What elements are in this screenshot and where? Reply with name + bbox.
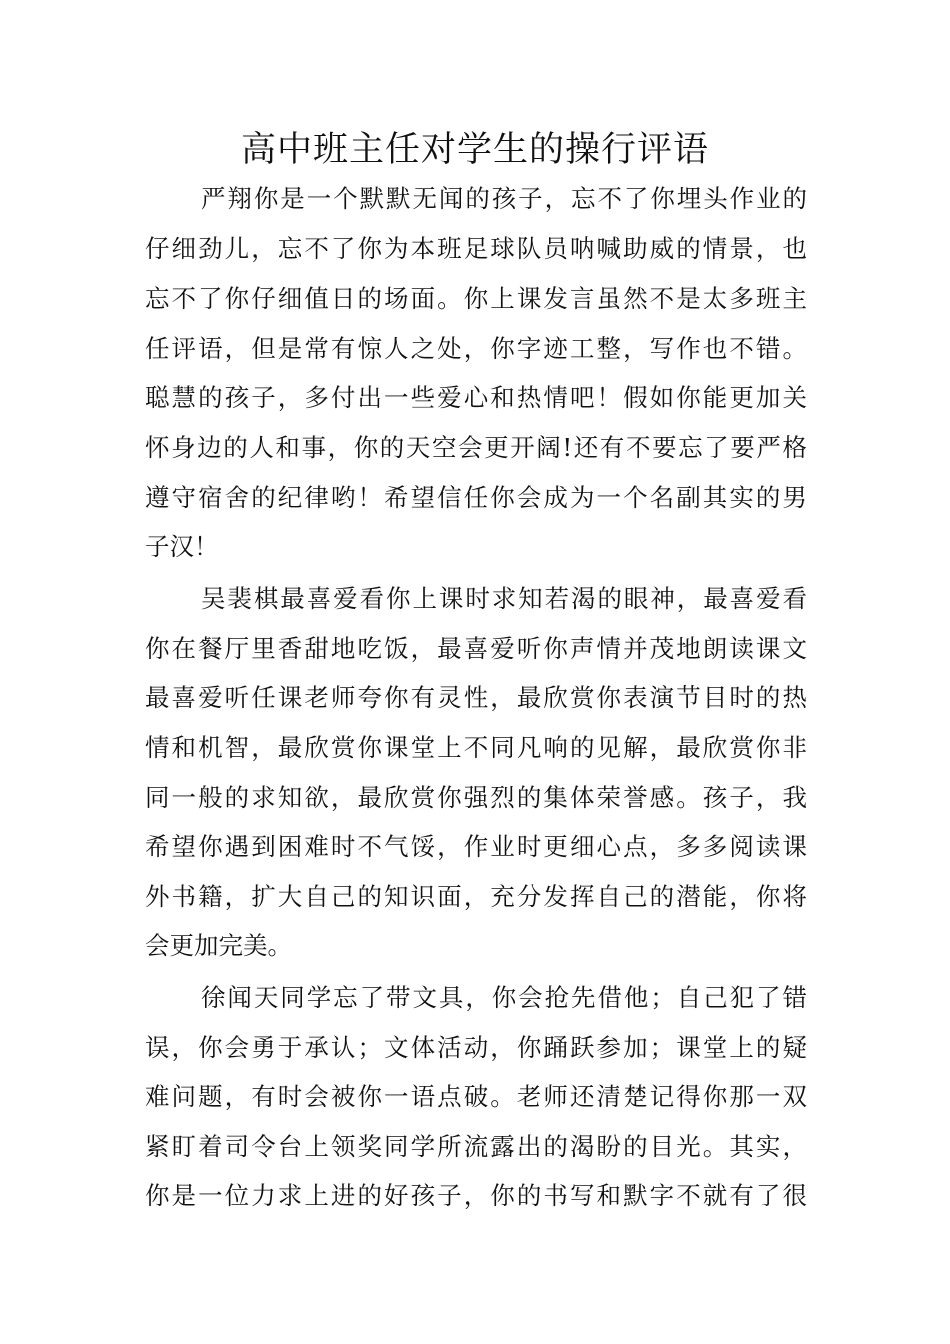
paragraph-3-line-5: 你是一位力求上进的好孩子，你的书写和默字不就有了很 [145, 1181, 807, 1210]
paragraph-3-line-3: 难问题，有时会被你一语点破。老师还清楚记得你那一双 [145, 1082, 807, 1111]
paragraph-2-line-8: 会更加完美。 [145, 931, 292, 960]
paragraph-2-line-1: 吴裴棋最喜爱看你上课时求知若渴的眼神，最喜爱看 [201, 584, 807, 613]
paragraph-2-line-6: 希望你遇到困难时不气馁，作业时更细心点，多多阅读课 [145, 832, 807, 861]
paragraph-2-line-2: 你在餐厅里香甜地吃饭，最喜爱听你声情并茂地朗读课文 [145, 634, 807, 663]
paragraph-1-line-8: 子汉！ [145, 532, 219, 561]
paragraph-1-line-1: 严翔你是一个默默无闻的孩子，忘不了你埋头作业的 [201, 184, 807, 213]
document-title: 高中班主任对学生的操行评语 [240, 130, 709, 170]
paragraph-2-line-3: 最喜爱听任课老师夸你有灵性，最欣赏你表演节目时的热 [145, 683, 807, 712]
paragraph-2-line-7: 外书籍，扩大自己的知识面，充分发挥自己的潜能，你将 [145, 882, 807, 911]
paragraph-1-line-3: 忘不了你仔细值日的场面。你上课发言虽然不是太多班主 [145, 284, 807, 313]
paragraph-3-line-2: 误，你会勇于承认；文体活动，你踊跃参加；课堂上的疑 [145, 1033, 807, 1062]
paragraph-3-line-4: 紧盯着司令台上领奖同学所流露出的渴盼的目光。其实， [145, 1132, 807, 1161]
paragraph-1-line-7: 遵守宿舍的纪律哟！希望信任你会成为一个名副其实的男 [145, 483, 807, 512]
paragraph-2-line-4: 情和机智，最欣赏你课堂上不同凡响的见解，最欣赏你非 [145, 733, 807, 762]
paragraph-2-line-5: 同一般的求知欲，最欣赏你强烈的集体荣誉感。孩子，我 [145, 783, 807, 812]
paragraph-3-line-1: 徐闻天同学忘了带文具，你会抢先借他；自己犯了错 [201, 983, 807, 1012]
paragraph-1-line-4: 任评语，但是常有惊人之处，你字迹工整，写作也不错。 [145, 334, 807, 363]
paragraph-1-line-6: 怀身边的人和事，你的天空会更开阔!还有不要忘了要严格 [145, 433, 807, 462]
paragraph-1-line-2: 仔细劲儿，忘不了你为本班足球队员呐喊助威的情景，也 [145, 234, 807, 263]
paragraph-1-line-5: 聪慧的孩子，多付出一些爱心和热情吧！假如你能更加关 [145, 383, 807, 412]
